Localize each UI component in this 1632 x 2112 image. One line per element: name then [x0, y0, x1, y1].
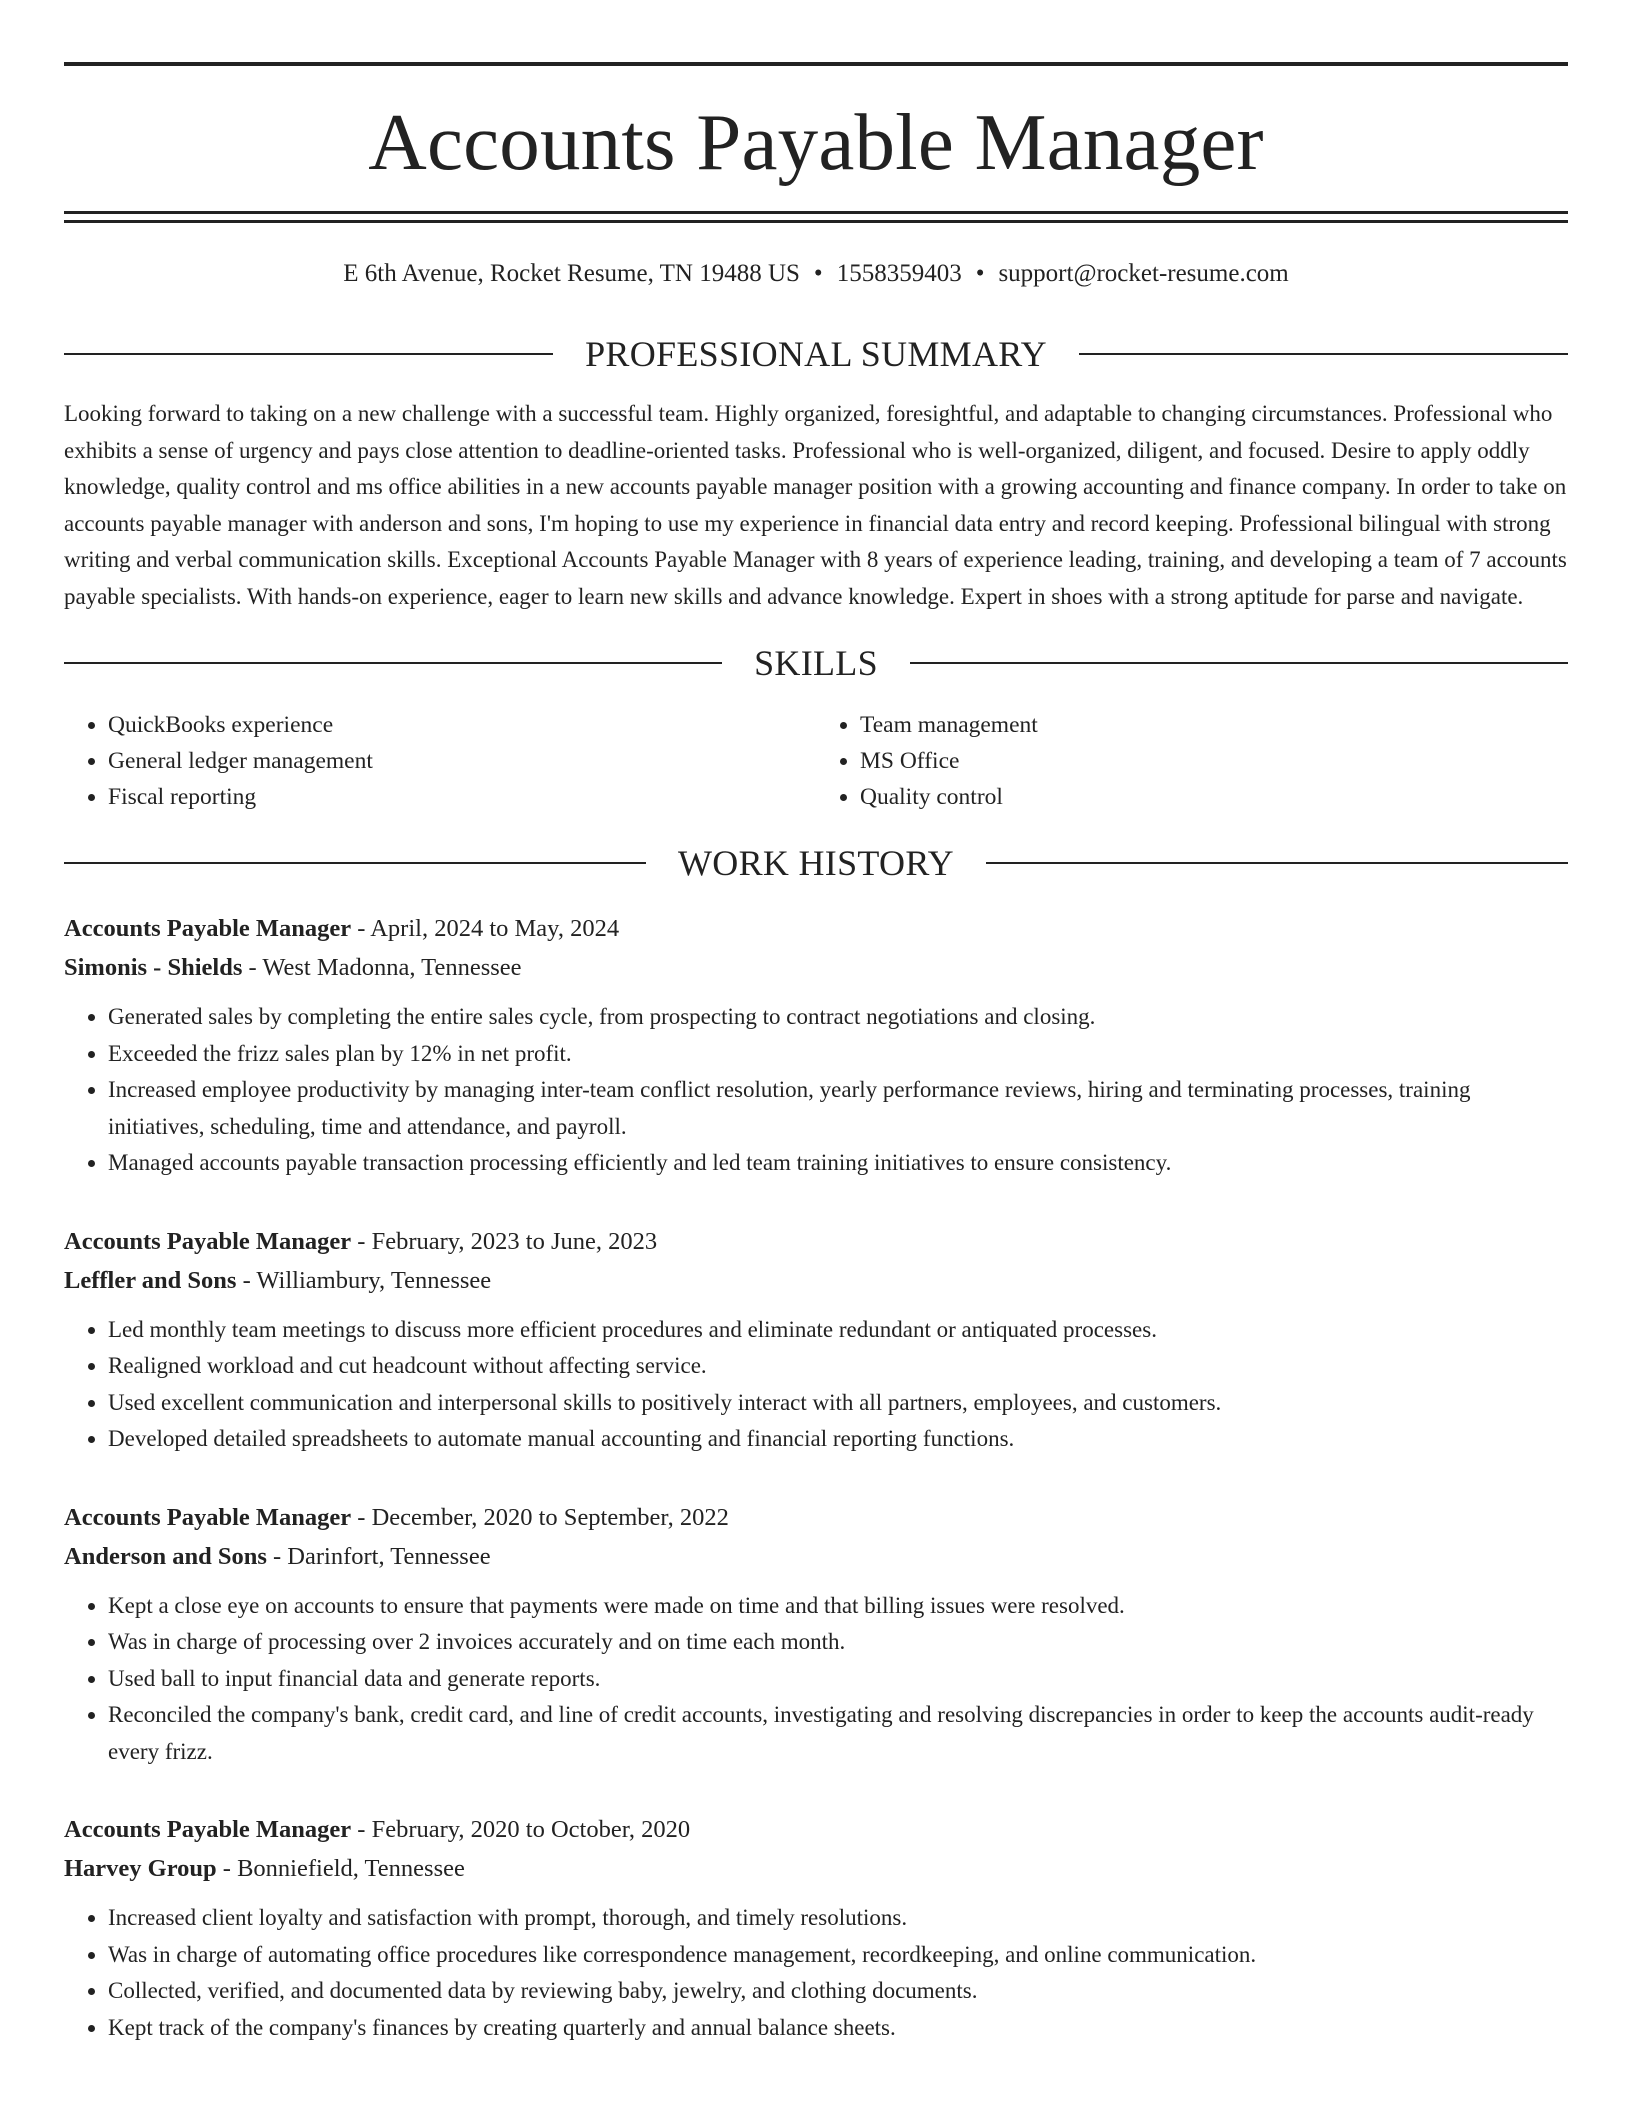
skill-item: • MS Office [860, 743, 1568, 779]
job-bullet: • Realigned workload and cut headcount without affecting service. [108, 1348, 1568, 1385]
summary-title: PROFESSIONAL SUMMARY [585, 334, 1047, 374]
summary-heading [64, 336, 1568, 372]
resume-title: Accounts Payable Manager [368, 97, 1264, 187]
job-role-line [64, 1810, 1568, 1849]
job-role: Accounts Payable Manager [64, 915, 352, 942]
skills-column-left [64, 707, 816, 815]
heading-rule [910, 662, 1568, 664]
skills-list [64, 707, 1568, 815]
job-entry [64, 1498, 1568, 1771]
job-location: - Bonniefield, Tennessee [216, 1855, 465, 1882]
job-bullets [64, 999, 1568, 1182]
contact-address: E 6th Avenue, Rocket Resume, TN 19488 US [343, 260, 800, 287]
job-bullets [64, 1588, 1568, 1771]
job-dates: - February, 2023 to June, 2023 [351, 1227, 658, 1255]
job-company: Leffler and Sons [64, 1266, 237, 1294]
job-entry [64, 1222, 1568, 1458]
job-role-line [64, 909, 1568, 948]
job-company-line [64, 948, 1568, 987]
contact-email: support@rocket-resume.com [998, 260, 1289, 287]
job-bullet: • Reconciled the company's bank, credit card, and line of credit accounts, investigating and resolving discrepancies in order to keep the accounts audit-ready every frizz. [108, 1697, 1568, 1770]
skill-item: • QuickBooks experience [108, 707, 816, 743]
job-bullets [64, 1900, 1568, 2046]
job-bullet: • Used excellent communication and interpersonal skills to positively interact with all partners, employees, and customers. [108, 1385, 1568, 1422]
contact-line [64, 261, 1568, 286]
job-bullet: • Increased employee productivity by managing inter-team conflict resolution, yearly performance reviews, hiring and terminating processes, training initiatives, scheduling, time and attendance, and payroll. [108, 1072, 1568, 1145]
job-role: Accounts Payable Manager [64, 1227, 352, 1255]
job-bullet: • Kept a close eye on accounts to ensure that payments were made on time and that billing issues were resolved. [108, 1588, 1568, 1625]
work-title: WORK HISTORY [678, 843, 954, 883]
job-company-line [64, 1537, 1568, 1576]
job-company: Harvey Group [64, 1855, 217, 1882]
skill-item: • Fiscal reporting [108, 779, 816, 815]
job-company-line [64, 1261, 1568, 1300]
job-location: - West Madonna, Tennessee [242, 954, 522, 981]
job-company-line [64, 1849, 1568, 1888]
job-entry [64, 909, 1568, 1182]
heading-rule [64, 353, 553, 355]
summary-text: Looking forward to taking on a new challenge with a successful team. Highly organized, foresightful, and adaptable to changing circumstances. Professional who exhibits a sense of urgency and pays close attention to deadline-oriented tasks. Professional who is well-organized, diligent, and focused. Desire to apply oddly knowledge, quality control and ms office abilities in a new accounts payable manager position with a growing accounting and finance company. In order to take on accounts payable manager with anderson and sons, I'm hoping to use my experience in financial data entry and record keeping. Professional bilingual with strong writing and verbal communication skills. Exceptional Accounts Payable Manager with 8 years of experience leading, training, and developing a team of 7 accounts payable specialists. With hands-on experience, eager to learn new skills and advance knowledge. Expert in shoes with a strong aptitude for parse and navigate. [64, 401, 1567, 609]
heading-rule [986, 862, 1568, 864]
heading-rule [1079, 353, 1568, 355]
job-bullet: • Kept track of the company's finances by creating quarterly and annual balance sheets. [108, 2010, 1568, 2047]
job-company: Simonis - Shields [64, 954, 243, 981]
skill-item: • General ledger management [108, 743, 816, 779]
job-bullet: • Collected, verified, and documented data by reviewing baby, jewelry, and clothing documents. [108, 1973, 1568, 2010]
skills-column-right [816, 707, 1568, 815]
job-bullet: • Developed detailed spreadsheets to automate manual accounting and financial reporting functions. [108, 1421, 1568, 1458]
work-heading [64, 845, 1568, 881]
job-dates: - December, 2020 to September, 2022 [351, 1503, 729, 1531]
job-bullet: • Was in charge of automating office procedures like correspondence management, recordkeeping, and online communication. [108, 1937, 1568, 1974]
skill-item: • Quality control [860, 779, 1568, 815]
job-bullet: • Generated sales by completing the entire sales cycle, from prospecting to contract negotiations and closing. [108, 999, 1568, 1036]
job-bullet: • Managed accounts payable transaction processing efficiently and led team training initiatives to ensure consistency. [108, 1145, 1568, 1182]
title-rule-lower [64, 220, 1568, 223]
heading-rule [64, 662, 722, 664]
top-rule [64, 62, 1568, 66]
job-bullet: • Used ball to input financial data and generate reports. [108, 1661, 1568, 1698]
job-entry [64, 1810, 1568, 2046]
job-company: Anderson and Sons [64, 1542, 267, 1570]
job-role-line [64, 1222, 1568, 1261]
job-bullets [64, 1312, 1568, 1458]
contact-phone: 1558359403 [836, 260, 962, 287]
job-role: Accounts Payable Manager [64, 1816, 352, 1843]
contact-separator: • [813, 260, 823, 287]
skills-heading [64, 645, 1568, 681]
job-location: - Darinfort, Tennessee [266, 1542, 491, 1570]
heading-rule [64, 862, 646, 864]
contact-separator: • [975, 260, 985, 287]
job-bullet: • Was in charge of processing over 2 invoices accurately and on time each month. [108, 1624, 1568, 1661]
job-dates: - February, 2020 to October, 2020 [351, 1816, 691, 1843]
job-bullet: • Increased client loyalty and satisfaction with prompt, thorough, and timely resolutions. [108, 1900, 1568, 1937]
job-bullet: • Exceeded the frizz sales plan by 12% in net profit. [108, 1036, 1568, 1073]
title-rule-upper [64, 211, 1568, 214]
skill-item: • Team management [860, 707, 1568, 743]
job-dates: - April, 2024 to May, 2024 [351, 915, 620, 942]
job-role-line [64, 1498, 1568, 1537]
skills-title: SKILLS [754, 643, 878, 683]
job-role: Accounts Payable Manager [64, 1503, 352, 1531]
job-bullet: • Led monthly team meetings to discuss more efficient procedures and eliminate redundant or antiquated processes. [108, 1312, 1568, 1349]
job-location: - Williambury, Tennessee [236, 1266, 492, 1294]
